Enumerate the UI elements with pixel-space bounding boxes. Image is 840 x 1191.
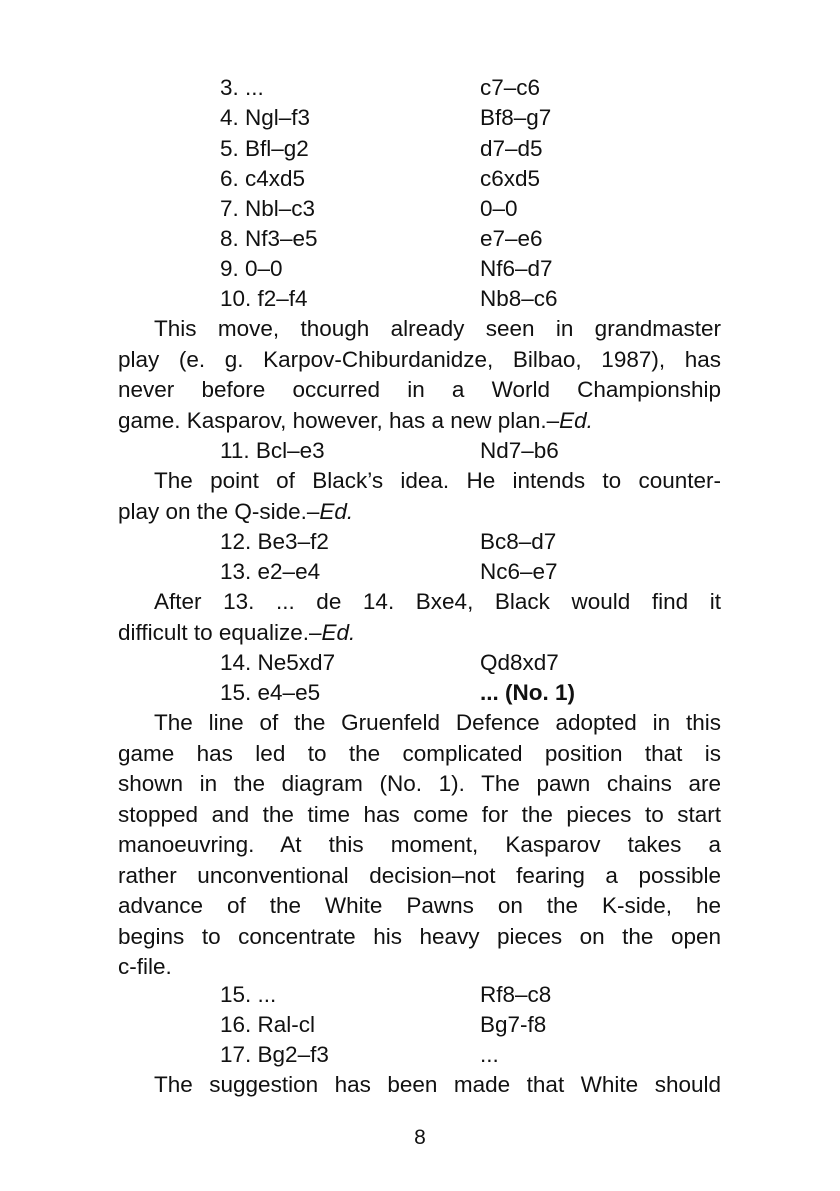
text-line: The point of Black’s idea. He intends to counter- (154, 468, 721, 493)
black-move: c7–c6 (480, 75, 541, 100)
text-line (118, 406, 721, 437)
text-line: rather unconventional decision–not fearing a possible (118, 862, 721, 888)
white-move: 4. Ngl–f3 (220, 105, 311, 130)
white-move: 14. Ne5xd7 (220, 650, 336, 675)
white-move: 11. Bcl–e3 (220, 438, 325, 463)
white-move: 6. c4xd5 (220, 166, 306, 191)
black-move: Bg7-f8 (480, 1012, 547, 1037)
editor-note: Ed. (559, 407, 593, 433)
text-line: game has led to the complicated position that is (118, 740, 721, 766)
text-line: advance of the White Pawns on the K-side, he (118, 893, 721, 918)
text-line: After 13. ... de 14. Bxe4, Black would find it (154, 589, 721, 614)
white-move: 3. ... (220, 75, 264, 100)
text-line-body: difficult to equalize.– (118, 619, 322, 645)
black-move: c6xd5 (480, 166, 541, 191)
black-move-diagram-ref: ... (No. 1) (480, 680, 575, 705)
black-move: Nc6–e7 (480, 559, 558, 584)
black-move: Rf8–c8 (480, 982, 552, 1007)
text-line: play (e. g. Karpov-Chiburdanidze, Bilbao, 1987), has (118, 346, 721, 372)
black-move: Nf6–d7 (480, 256, 553, 281)
white-move: 12. Be3–f2 (220, 529, 329, 554)
text-line: never before occurred in a World Championship (118, 377, 721, 402)
editor-note: Ed. (319, 498, 354, 524)
text-line-body: game. Kasparov, however, has a new plan.– (118, 407, 560, 433)
black-move: Bc8–d7 (480, 529, 557, 554)
black-move: Bf8–g7 (480, 105, 552, 130)
text-line: The suggestion has been made that White should (154, 1072, 721, 1097)
text-line: c-file. (118, 954, 172, 979)
white-move: 8. Nf3–e5 (220, 226, 318, 251)
black-move: ... (480, 1042, 499, 1067)
text-line: shown in the diagram (No. 1). The pawn chains are (118, 771, 721, 796)
black-move: Qd8xd7 (480, 650, 559, 675)
text-line-body: play on the Q-side.– (118, 498, 320, 524)
black-move: d7–d5 (480, 136, 543, 161)
commentary-paragraph (118, 466, 721, 527)
black-move: Nd7–b6 (480, 438, 559, 463)
text-line: manoeuvring. At this moment, Kasparov takes a (118, 832, 721, 857)
editor-note: Ed. (321, 619, 356, 645)
white-move: 17. Bg2–f3 (220, 1042, 329, 1067)
commentary-paragraph (118, 314, 721, 436)
text-line: stopped and the time has come for the pieces to start (118, 801, 721, 827)
white-move: 5. Bfl–g2 (220, 136, 309, 161)
white-move: 16. Ral-cl (220, 1012, 316, 1037)
black-move: e7–e6 (480, 226, 543, 251)
white-move: 15. e4–e5 (220, 680, 321, 705)
black-move: 0–0 (480, 196, 518, 221)
white-move: 9. 0–0 (220, 256, 283, 281)
text-line (118, 618, 721, 649)
white-move: 15. ... (220, 982, 277, 1007)
text-line: This move, though already seen in grandmaster (154, 316, 721, 341)
black-move: Nb8–c6 (480, 286, 558, 311)
page-number: 8 (414, 1126, 426, 1149)
white-move: 10. f2–f4 (220, 286, 308, 311)
commentary-paragraph (118, 587, 721, 648)
commentary-paragraph (118, 1070, 721, 1101)
white-move: 13. e2–e4 (220, 559, 321, 584)
text-line: begins to concentrate his heavy pieces on the open (118, 923, 721, 949)
commentary-paragraph (118, 708, 721, 983)
white-move: 7. Nbl–c3 (220, 196, 316, 221)
text-line: The line of the Gruenfeld Defence adopted in this (154, 710, 721, 735)
text-line (118, 497, 721, 528)
